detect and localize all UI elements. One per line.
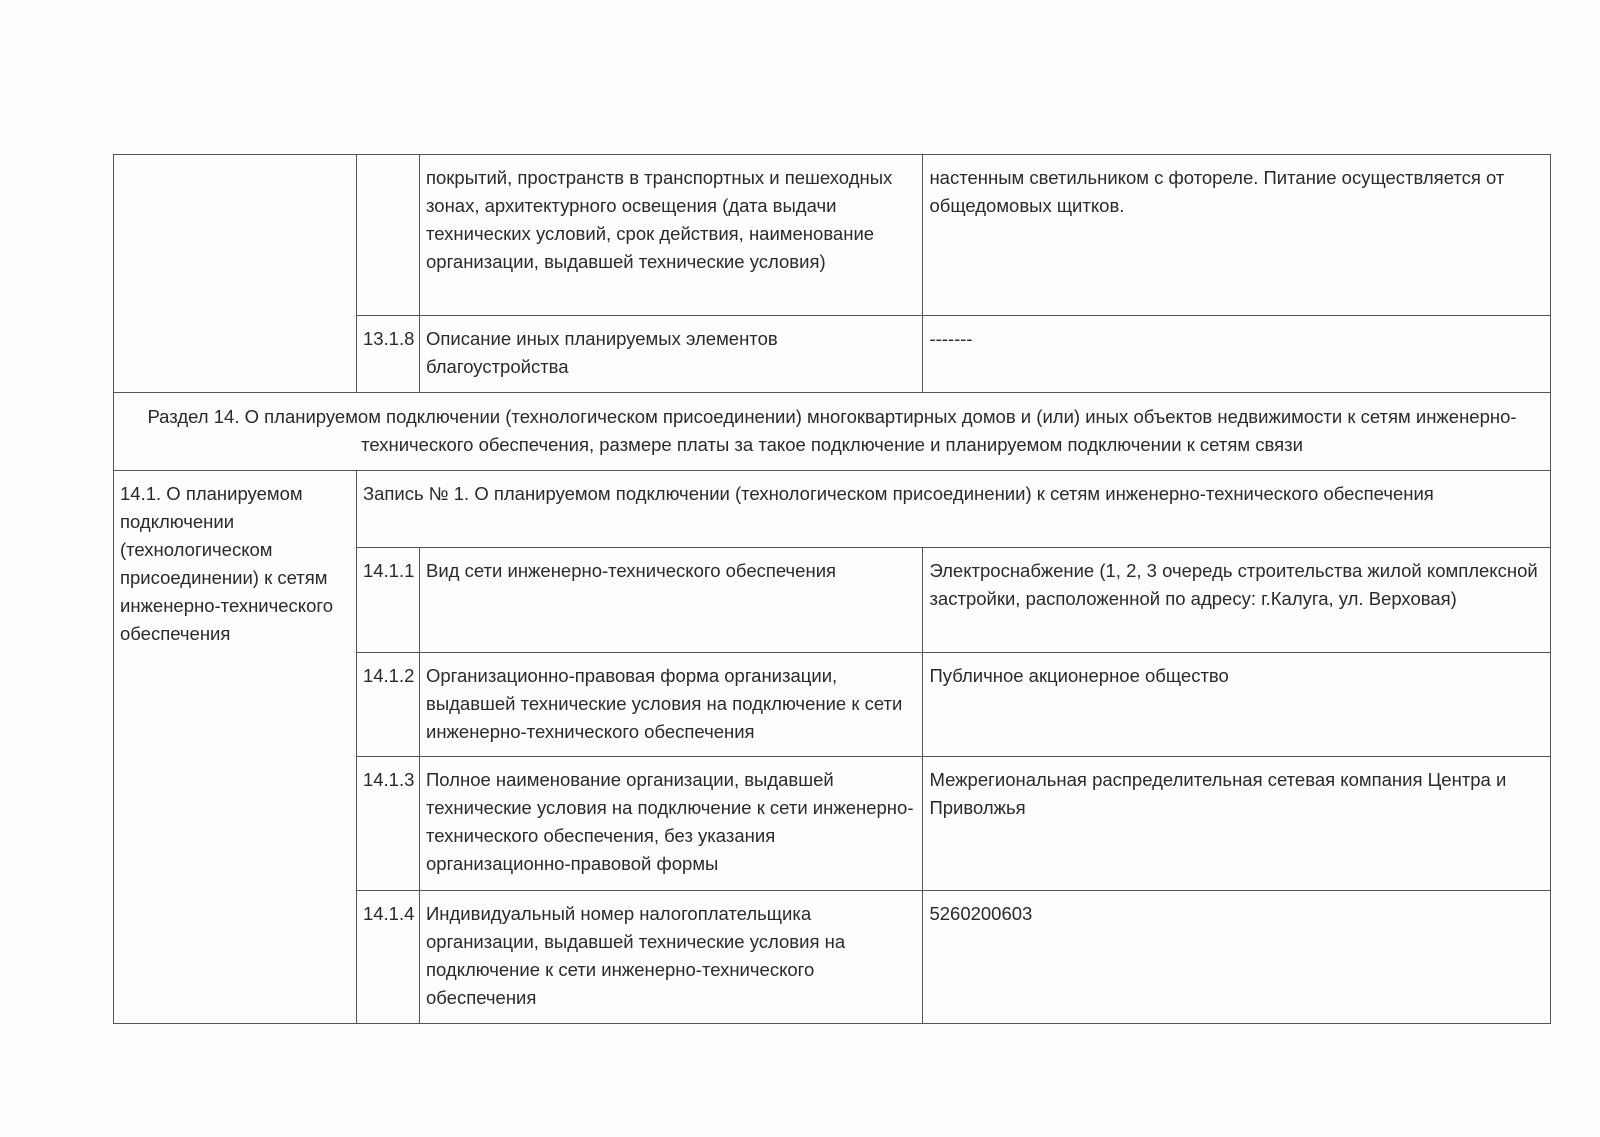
row-description: Вид сети инженерно-технического обеспечения <box>420 548 923 653</box>
table-row <box>114 155 1551 316</box>
empty-cell <box>114 155 357 393</box>
row-description: Описание иных планируемых элементов благоустройства <box>420 316 923 393</box>
row-value: Публичное акционерное общество <box>923 653 1551 757</box>
row-value: ------- <box>923 316 1551 393</box>
row-value: 5260200603 <box>923 891 1551 1024</box>
row-number: 14.1.4 <box>356 891 419 1024</box>
row-description: покрытий, пространств в транспортных и пешеходных зонах, архитектурного освещения (дата выдачи технических условий, срок действия, наименование организации, выдавшей технические условия) <box>420 155 923 316</box>
record-title: Запись № 1. О планируемом подключении (технологическом присоединении) к сетям инженерно-технического обеспечения <box>356 471 1550 548</box>
row-number: 14.1.2 <box>356 653 419 757</box>
row-number: 14.1.1 <box>356 548 419 653</box>
row-description: Организационно-правовая форма организации, выдавшей технические условия на подключение к сети инженерно-технического обеспечения <box>420 653 923 757</box>
row-number: 14.1.3 <box>356 757 419 891</box>
empty-cell <box>356 155 419 316</box>
row-description: Индивидуальный номер налогоплательщика организации, выдавшей технические условия на подключение к сети инженерно-технического обеспечения <box>420 891 923 1024</box>
row-value: Межрегиональная распределительная сетевая компания Центра и Приволжья <box>923 757 1551 891</box>
row-value: Электроснабжение (1, 2, 3 очередь строительства жилой комплексной застройки, расположенной по адресу: г.Калуга, ул. Верховая) <box>923 548 1551 653</box>
row-description: Полное наименование организации, выдавшей технические условия на подключение к сети инженерно-технического обеспечения, без указания организационно-правовой формы <box>420 757 923 891</box>
row-value: настенным светильником с фотореле. Питание осуществляется от общедомовых щитков. <box>923 155 1551 316</box>
group-label: 14.1. О планируемом подключении (технологическом присоединении) к сетям инженерно-технического обеспечения <box>114 471 357 1024</box>
row-number: 13.1.8 <box>356 316 419 393</box>
table-row <box>114 471 1551 548</box>
section-header-row <box>114 393 1551 471</box>
document-table <box>113 154 1551 1024</box>
section-14-title: Раздел 14. О планируемом подключении (технологическом присоединении) многоквартирных домов и (или) иных объектов недвижимости к сетям инженерно-технического обеспечения, размере платы за такое подключение и планируемом подключении к сетям связи <box>114 393 1551 471</box>
